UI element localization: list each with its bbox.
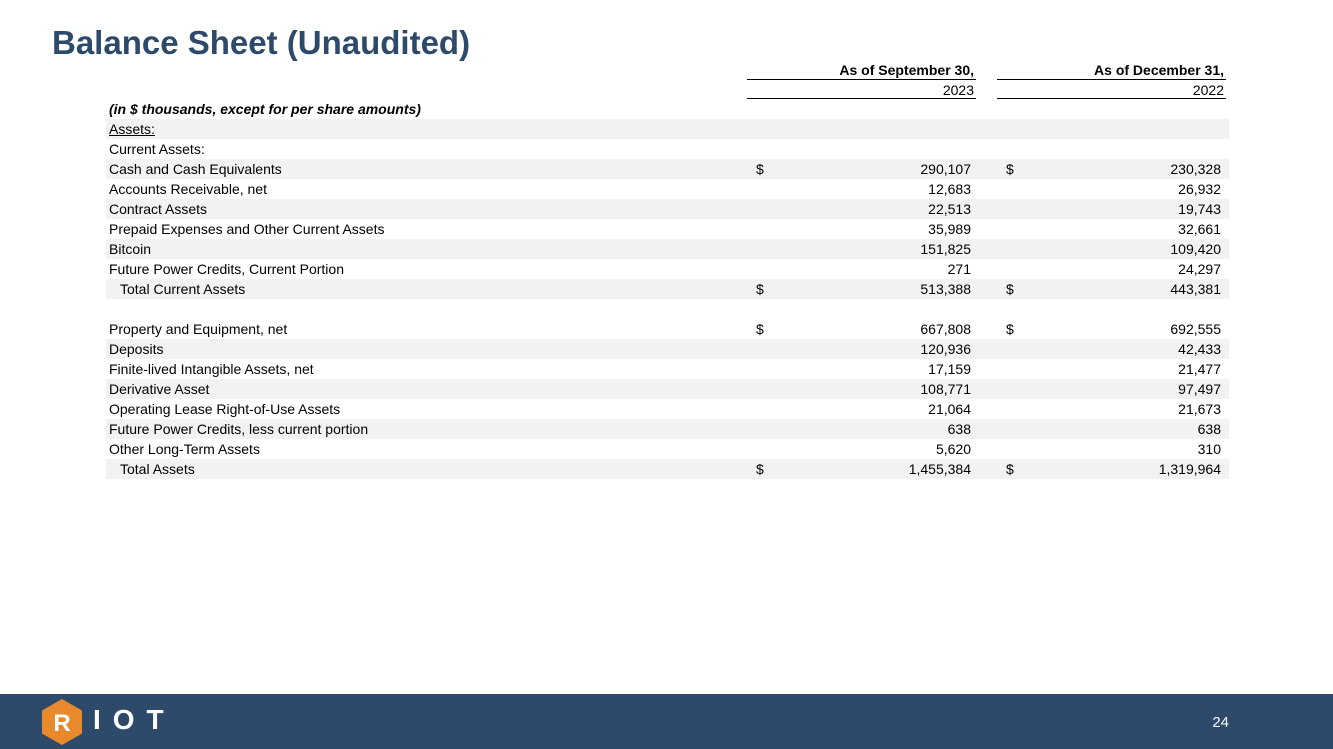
currency-symbol: $	[756, 161, 764, 177]
table-row	[106, 399, 1229, 419]
value-2023: 12,683	[928, 181, 971, 197]
footer-bar	[0, 694, 1333, 749]
table-row	[106, 339, 1229, 359]
column-year-2022: 2022	[1192, 82, 1224, 98]
balance-sheet-table	[106, 119, 1229, 479]
value-2023: 120,936	[920, 341, 971, 357]
value-2022: 1,319,964	[1158, 461, 1221, 477]
table-row	[106, 259, 1229, 279]
table-row	[106, 139, 1229, 159]
column-header-rule	[997, 79, 1226, 80]
value-2023: 22,513	[928, 201, 971, 217]
logo-wordmark: IOT	[93, 704, 176, 735]
row-label: Property and Equipment, net	[109, 321, 288, 337]
value-2022: 19,743	[1178, 201, 1221, 217]
row-label: Total Assets	[120, 461, 195, 477]
page-number: 24	[1212, 714, 1229, 731]
currency-symbol: $	[1006, 461, 1014, 477]
table-row-total	[106, 279, 1229, 299]
value-2022: 638	[1197, 421, 1221, 437]
column-header-rule	[747, 79, 976, 80]
row-label: Prepaid Expenses and Other Current Assets	[109, 221, 385, 237]
row-label: Contract Assets	[109, 201, 208, 217]
currency-symbol: $	[1006, 281, 1014, 297]
value-2023: 108,771	[920, 381, 971, 397]
value-2022: 21,477	[1178, 361, 1221, 377]
row-label: Assets:	[109, 121, 155, 137]
currency-symbol: $	[1006, 321, 1014, 337]
value-2022: 692,555	[1170, 321, 1221, 337]
column-year-rule	[997, 98, 1226, 99]
column-year-rule	[747, 98, 976, 99]
value-2022: 230,328	[1170, 161, 1221, 177]
value-2023: 667,808	[920, 321, 971, 337]
column-header-dec-2022: As of December 31,	[1094, 62, 1224, 78]
row-label: Operating Lease Right-of-Use Assets	[109, 401, 341, 417]
logo-letter: R	[53, 710, 71, 737]
value-2023: 271	[947, 261, 971, 277]
table-row	[106, 219, 1229, 239]
row-label: Finite-lived Intangible Assets, net	[109, 361, 314, 377]
row-label: Deposits	[109, 341, 164, 357]
table-row	[106, 199, 1229, 219]
row-label: Current Assets:	[109, 141, 205, 157]
table-row	[106, 319, 1229, 339]
row-label: Derivative Asset	[109, 381, 210, 397]
column-header-sep-2023: As of September 30,	[839, 62, 974, 78]
currency-symbol: $	[756, 461, 764, 477]
row-label: Cash and Cash Equivalents	[109, 161, 282, 177]
value-2023: 513,388	[920, 281, 971, 297]
table-row	[106, 439, 1229, 459]
value-2023: 290,107	[920, 161, 971, 177]
table-row	[106, 379, 1229, 399]
value-2023: 5,620	[935, 441, 971, 457]
value-2022: 42,433	[1178, 341, 1221, 357]
value-2023: 638	[947, 421, 971, 437]
value-2022: 32,661	[1178, 221, 1221, 237]
table-row-total	[106, 459, 1229, 479]
value-2023: 151,825	[920, 241, 971, 257]
value-2023: 17,159	[928, 361, 971, 377]
table-row	[106, 239, 1229, 259]
units-note: (in $ thousands, except for per share amounts)	[109, 101, 421, 117]
value-2023: 21,064	[928, 401, 971, 417]
value-2023: 1,455,384	[908, 461, 971, 477]
currency-symbol: $	[756, 281, 764, 297]
table-row	[106, 359, 1229, 379]
table-row	[106, 119, 1229, 139]
value-2022: 443,381	[1170, 281, 1221, 297]
row-label: Future Power Credits, Current Portion	[109, 261, 344, 277]
page-title: Balance Sheet (Unaudited)	[52, 24, 471, 61]
row-label: Accounts Receivable, net	[109, 181, 267, 197]
row-label: Bitcoin	[109, 241, 152, 257]
row-label: Future Power Credits, less current portion	[109, 421, 369, 437]
value-2022: 21,673	[1178, 401, 1221, 417]
riot-logo-icon	[40, 698, 84, 746]
value-2023: 35,989	[928, 221, 971, 237]
row-label: Total Current Assets	[120, 281, 246, 297]
table-row	[106, 159, 1229, 179]
currency-symbol: $	[756, 321, 764, 337]
row-label: Other Long-Term Assets	[109, 441, 260, 457]
value-2022: 24,297	[1178, 261, 1221, 277]
value-2022: 26,932	[1178, 181, 1221, 197]
table-row-spacer	[106, 299, 1229, 319]
column-year-2023: 2023	[942, 82, 974, 98]
table-row	[106, 419, 1229, 439]
value-2022: 97,497	[1178, 381, 1221, 397]
table-row	[106, 179, 1229, 199]
value-2022: 310	[1197, 441, 1221, 457]
currency-symbol: $	[1006, 161, 1014, 177]
value-2022: 109,420	[1170, 241, 1221, 257]
